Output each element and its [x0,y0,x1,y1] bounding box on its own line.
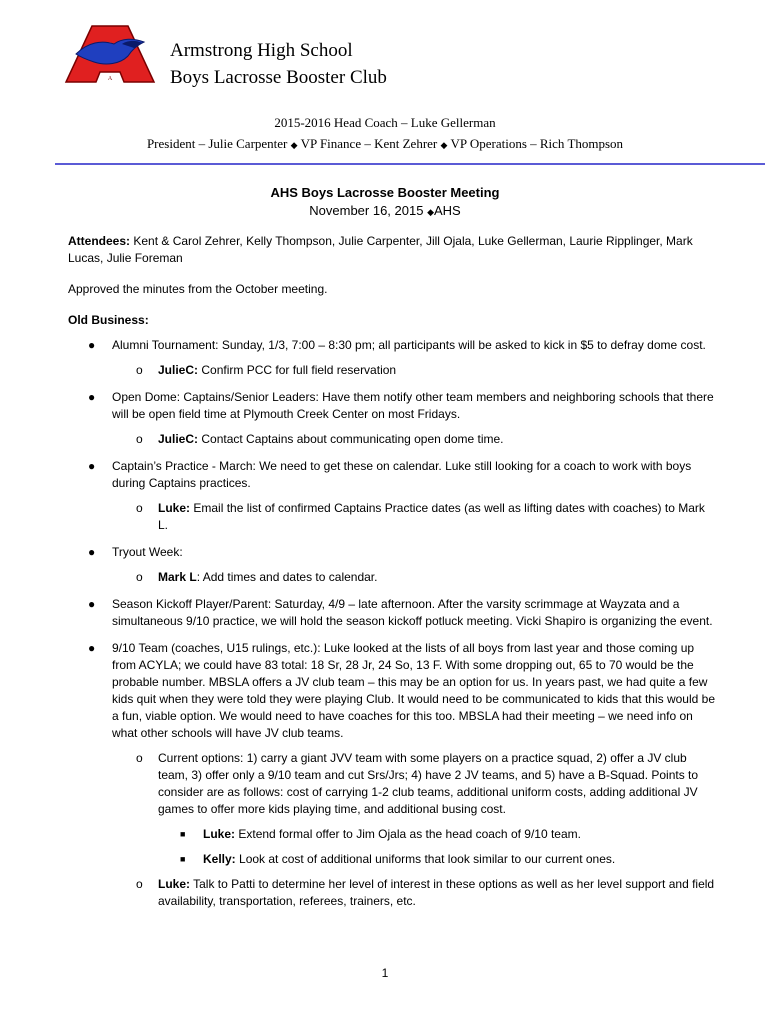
assignee: Luke: [203,827,236,841]
assignee: JulieC: [158,363,199,377]
diamond-separator-icon: ◆ [427,207,434,217]
list-item [68,596,718,630]
bullet-icon: ● [88,545,96,559]
square-bullet-icon: ■ [180,829,186,839]
school-logo [62,24,158,86]
options-item [112,750,718,868]
assignee: Luke: [158,501,191,515]
action-text: Talk to Patti to determine her level of interest in these options as well as her level support and field availability, transportation, referees, trainers, etc. [158,877,715,908]
diamond-separator-icon: ◆ [440,140,448,150]
organization-name [170,37,387,91]
list-item [68,640,718,910]
item-text: Season Kickoff Player/Parent: Saturday, 4/9 – late afternoon. After the varsity scrimmage at Wayzata and a simultaneous 9/10 practice, we will hold the season kickoff potluck meeting. Vicki Shapiro is organizing the event. [112,597,713,628]
list-item [68,458,718,534]
assignee: Luke: [158,877,191,891]
header-divider [55,163,765,165]
square-bullet-icon: ■ [180,854,186,864]
item-text: 9/10 Team (coaches, U15 rulings, etc.): Luke looked at the lists of all boys from last year and those coming up from ACYLA; we could have 83 total: 18 Sr, 28 Jr, 24 So, 13 F. With some dropping out, 65 to 70 would be the probable number. MBSLA offers a JV club team – this may be an option for us. In years past, we had quite a few kids quit when they were told they were playing Club. It would need to be communicated to kids that this would be a fun, viable option. We would need to have coaches for this too. MBSLA had their meeting – we need info on what other schools will have JV club teams. [112,641,716,740]
item-text: Alumni Tournament: Sunday, 1/3, 7:00 – 8:30 pm; all participants will be asked to kick in $5 to defray dome cost. [112,338,706,352]
old-business-list [68,337,718,910]
action-text: Look at cost of additional uniforms that look similar to our current ones. [235,852,616,866]
meeting-date: November 16, 2015 [309,203,424,218]
action-item [112,876,718,910]
old-business-heading: Old Business: [68,313,149,327]
sub-bullet-icon: o [136,363,143,377]
svg-text:A: A [107,76,113,82]
action-text: Extend formal offer to Jim Ojala as the head coach of 9/10 team. [235,827,581,841]
assignee: JulieC: [158,432,199,446]
action-item [112,362,718,379]
action-text: : Add times and dates to calendar. [196,570,378,584]
assignee: Mark L [158,570,197,584]
action-item [158,826,718,843]
meeting-date-line [0,202,770,221]
head-coach-line: 2015-2016 Head Coach – Luke Gellerman [274,115,496,130]
bullet-icon: ● [88,338,96,352]
bullet-icon: ● [88,641,96,655]
minutes-approval: Approved the minutes from the October meeting. [68,282,328,296]
item-text: Tryout Week: [112,545,183,559]
list-item [68,389,718,448]
assignee: Kelly: [203,852,236,866]
club-name: Boys Lacrosse Booster Club [170,67,387,88]
sub-bullet-icon: o [136,501,143,515]
item-text: Captain’s Practice - March: We need to get these on calendar. Luke still looking for a coach to work with boys during Captains practices. [112,459,692,490]
action-item [112,569,718,586]
list-item [68,544,718,586]
action-item [112,431,718,448]
attendees-label: Attendees: [68,234,131,248]
bullet-icon: ● [88,390,96,404]
officers-line [0,133,770,156]
sub-bullet-icon: o [136,877,143,891]
attendees [68,233,718,267]
officers-block [0,112,770,156]
options-text: Current options: 1) carry a giant JVV team with some players on a practice squad, 2) offer a JV club team, 3) offer only a 9/10 team and cut Srs/Jrs; 4) have 2 JV teams, and 5) have a B-Squad. Points to consider are as follows: cost of carrying 1-2 club teams, additional uniform costs, adding additional JV games to offer more kids playing time, and additional busing cost. [158,751,699,816]
item-text: Open Dome: Captains/Senior Leaders: Have them notify other team members and neighboring schools that there will be open field time at Plymouth Creek Center on most Fridays. [112,390,714,421]
action-item [112,500,718,534]
bullet-icon: ● [88,459,96,473]
vp-finance: VP Finance – Kent Zehrer [300,136,438,151]
school-name: Armstrong High School [170,40,353,61]
page-number: 1 [381,966,389,980]
sub-bullet-icon: o [136,570,143,584]
bullet-icon: ● [88,597,96,611]
action-text: Contact Captains about communicating open dome time. [198,432,504,446]
action-text: Confirm PCC for full field reservation [198,363,397,377]
list-item [68,337,718,379]
meeting-title: AHS Boys Lacrosse Booster Meeting [270,185,500,200]
vp-operations: VP Operations – Rich Thompson [450,136,624,151]
diamond-separator-icon: ◆ [290,140,298,150]
meeting-location: AHS [434,203,461,218]
attendees-list: Kent & Carol Zehrer, Kelly Thompson, Julie Carpenter, Jill Ojala, Luke Gellerman, Laurie Ripplinger, Mark Lucas, Julie Foreman [68,234,693,265]
sub-bullet-icon: o [136,751,143,765]
meeting-header [0,184,770,221]
minutes-body [68,233,718,920]
action-text: Email the list of confirmed Captains Practice dates (as well as lifting dates with coaches) to Mark L. [158,501,705,532]
sub-bullet-icon: o [136,432,143,446]
president: President – Julie Carpenter [146,136,288,151]
action-item [158,851,718,868]
